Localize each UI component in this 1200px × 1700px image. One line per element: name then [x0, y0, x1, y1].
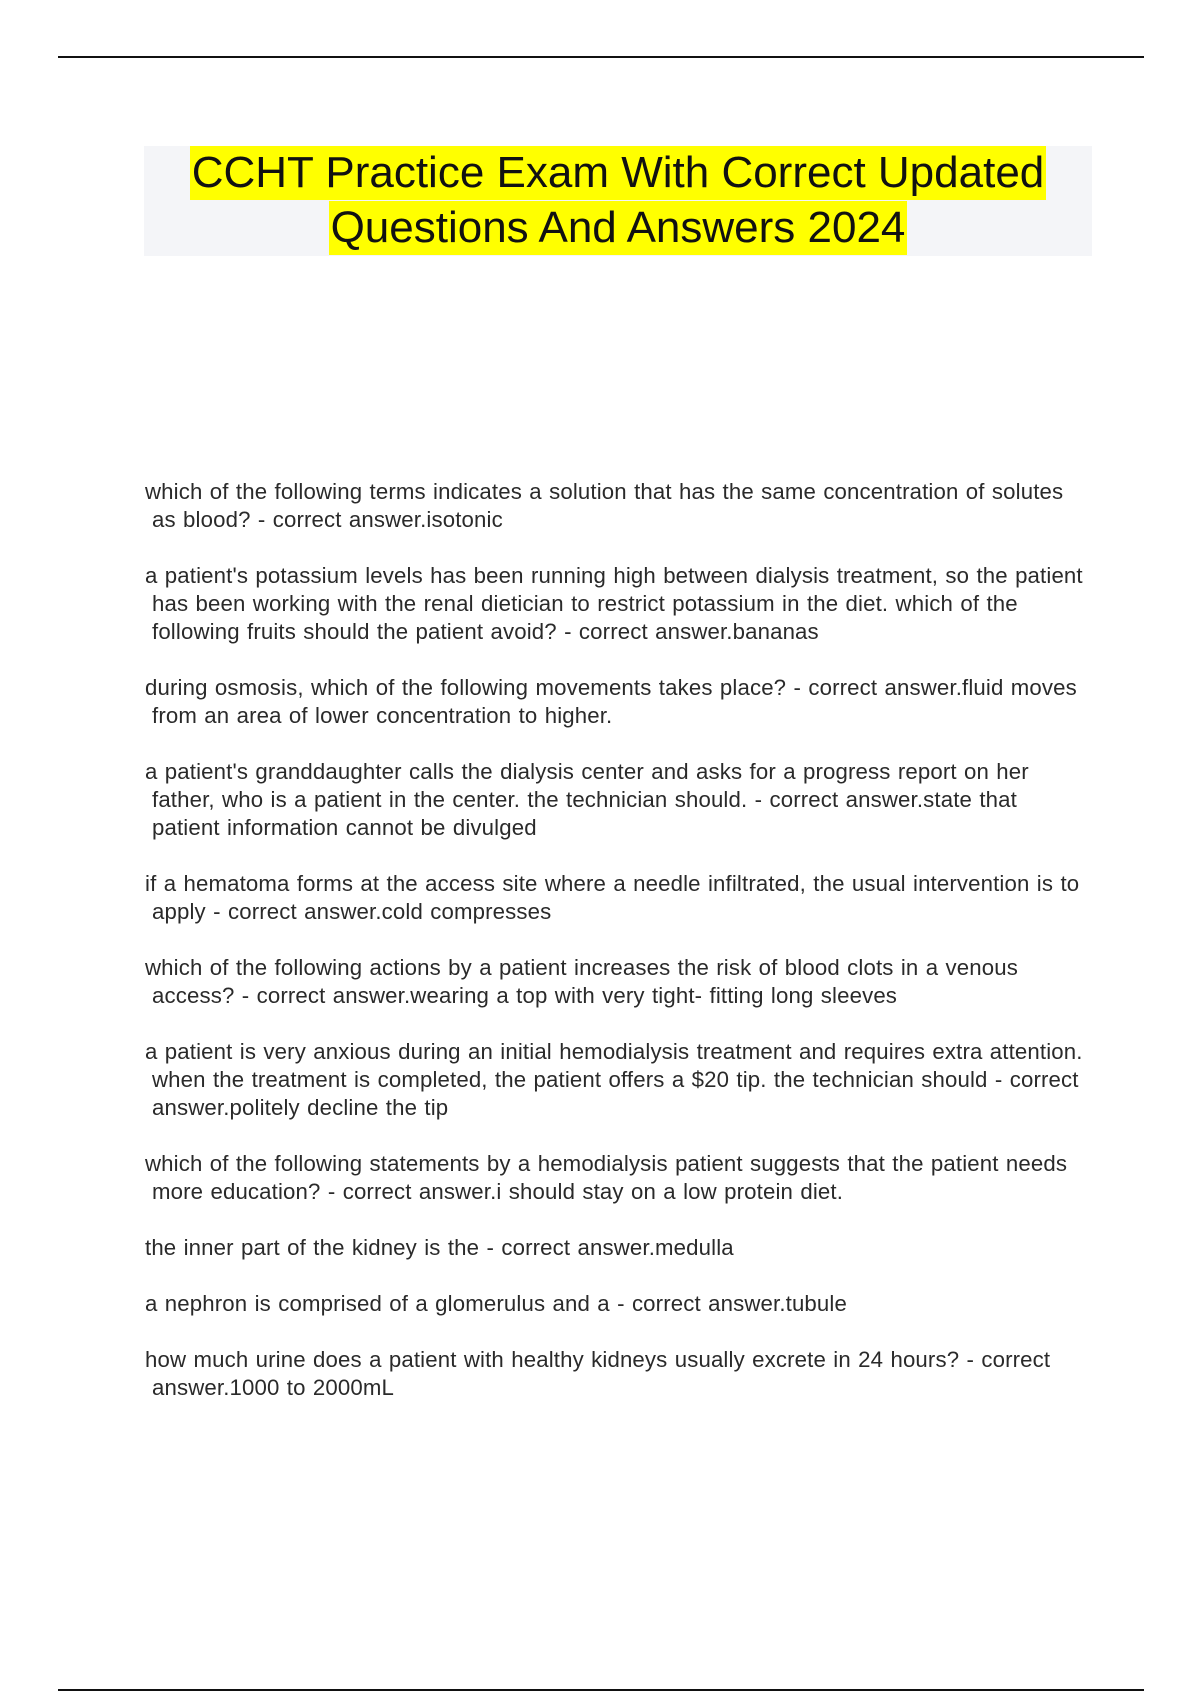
qa-item: which of the following actions by a patient increases the risk of blood clots in a venous access? - correct answer.wearing a top with very tight- fitting long sleeves — [145, 955, 1018, 1008]
qa-item: how much urine does a patient with healthy kidneys usually excrete in 24 hours? - correct answer.1000 to 2000mL — [145, 1347, 1051, 1400]
qa-item: a patient's potassium levels has been running high between dialysis treatment, so the patient has been working with the renal dietician to restrict potassium in the diet. which of the following fruits should the patient avoid? - correct answer.bananas — [145, 563, 1083, 644]
qa-item: which of the following statements by a hemodialysis patient suggests that the patient needs more education? - correct answer.i should stay on a low protein diet. — [145, 1151, 1068, 1204]
title-line-1: CCHT Practice Exam With Correct Updated — [190, 146, 1047, 200]
qa-item: during osmosis, which of the following movements takes place? - correct answer.fluid moves from an area of lower concentration to higher. — [145, 675, 1077, 728]
qa-item: a patient's granddaughter calls the dialysis center and asks for a progress report on her father, who is a patient in the center. the technician should. - correct answer.state that patient information cannot be divulged — [145, 759, 1029, 840]
qa-item: which of the following terms indicates a solution that has the same concentration of solutes as blood? - correct answer.isotonic — [145, 479, 1064, 532]
top-rule — [58, 56, 1144, 58]
qa-item: if a hematoma forms at the access site where a needle infiltrated, the usual intervention is to apply - correct answer.cold compresses — [145, 871, 1080, 924]
qa-item: a patient is very anxious during an initial hemodialysis treatment and requires extra attention. when the treatment is completed, the patient offers a $20 tip. the technician should - correct answer.politely decline the tip — [145, 1039, 1083, 1120]
bottom-rule — [58, 1689, 1144, 1691]
title-line-2: Questions And Answers 2024 — [329, 201, 908, 255]
qa-item: a nephron is comprised of a glomerulus and a - correct answer.tubule — [145, 1291, 847, 1316]
qa-item: the inner part of the kidney is the - correct answer.medulla — [145, 1235, 734, 1260]
title-block — [144, 146, 1092, 256]
question-answer-list — [145, 478, 1085, 1430]
